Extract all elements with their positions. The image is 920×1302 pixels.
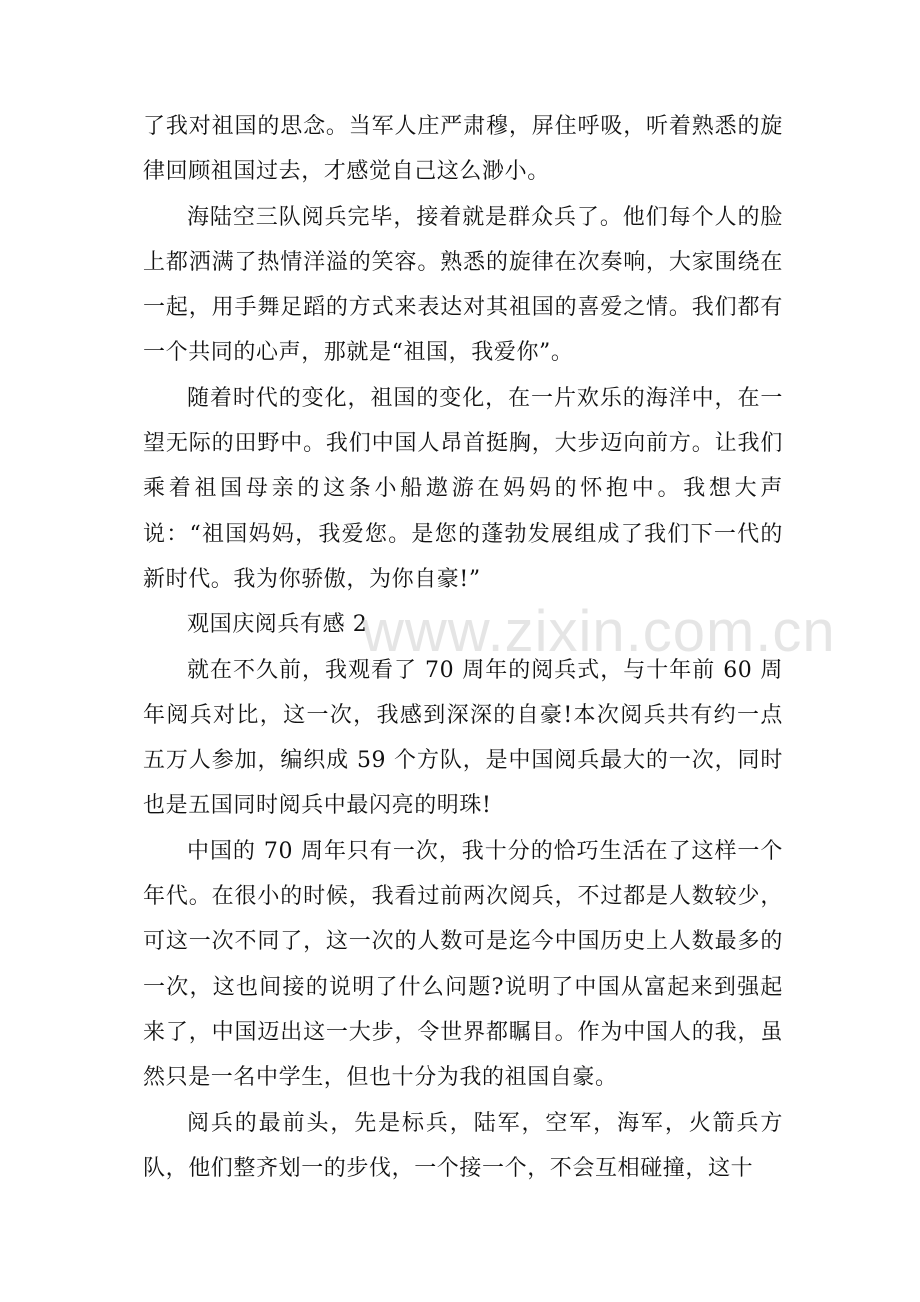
section-heading: 观国庆阅兵有感 2 <box>187 612 368 638</box>
watermark-text: www.zixin.com.cn <box>362 599 836 664</box>
paragraph-6: 阅兵的最前头，先是标兵，陆军，空军，海军，火箭兵方队，他们整齐划一的步伐，一个接一个，不会互相碰撞，这十 <box>143 1110 783 1181</box>
document-body <box>143 104 783 1191</box>
paragraph-2: 海陆空三队阅兵完毕，接着就是群众兵了。他们每个人的脸上都洒满了热情洋溢的笑容。熟悉的旋律在次奏响，大家围绕在一起，用手舞足蹈的方式来表达对其祖国的喜爱之情。我们都有一个共同的心声，那就是“祖国，我爱你”。 <box>143 204 783 366</box>
paragraph-5: 中国的 70 周年只有一次，我十分的恰巧生活在了这样一个年代。在很小的时候，我看过前两次阅兵，不过都是人数较少，可这一次不同了，这一次的人数可是迄今中国历史上人数最多的一次，这也间接的说明了什么问题?说明了中国从富起来到强起来了，中国迈出这一大步，令世界都瞩目。作为中国人的我，虽然只是一名中学生，但也十分为我的祖国自豪。 <box>143 838 783 1091</box>
paragraph-1: 了我对祖国的思念。当军人庄严肃穆，屏住呼吸，听着熟悉的旋律回顾祖国过去，才感觉自己这么渺小。 <box>143 114 783 185</box>
paragraph-4: 就在不久前，我观看了 70 周年的阅兵式，与十年前 60 周年阅兵对比，这一次，我感到深深的自豪!本次阅兵共有约一点五万人参加，编织成 59 个方队，是中国阅兵最大的一次，同时也是五国同时阅兵中最闪亮的明珠! <box>143 657 783 819</box>
paragraph-3: 随着时代的变化，祖国的变化，在一片欢乐的海洋中，在一望无际的田野中。我们中国人昂首挺胸，大步迈向前方。让我们乘着祖国母亲的这条小船遨游在妈妈的怀抱中。我想大声说：“祖国妈妈，我爱您。是您的蓬勃发展组成了我们下一代的新时代。我为你骄傲，为你自豪!” <box>143 385 783 592</box>
